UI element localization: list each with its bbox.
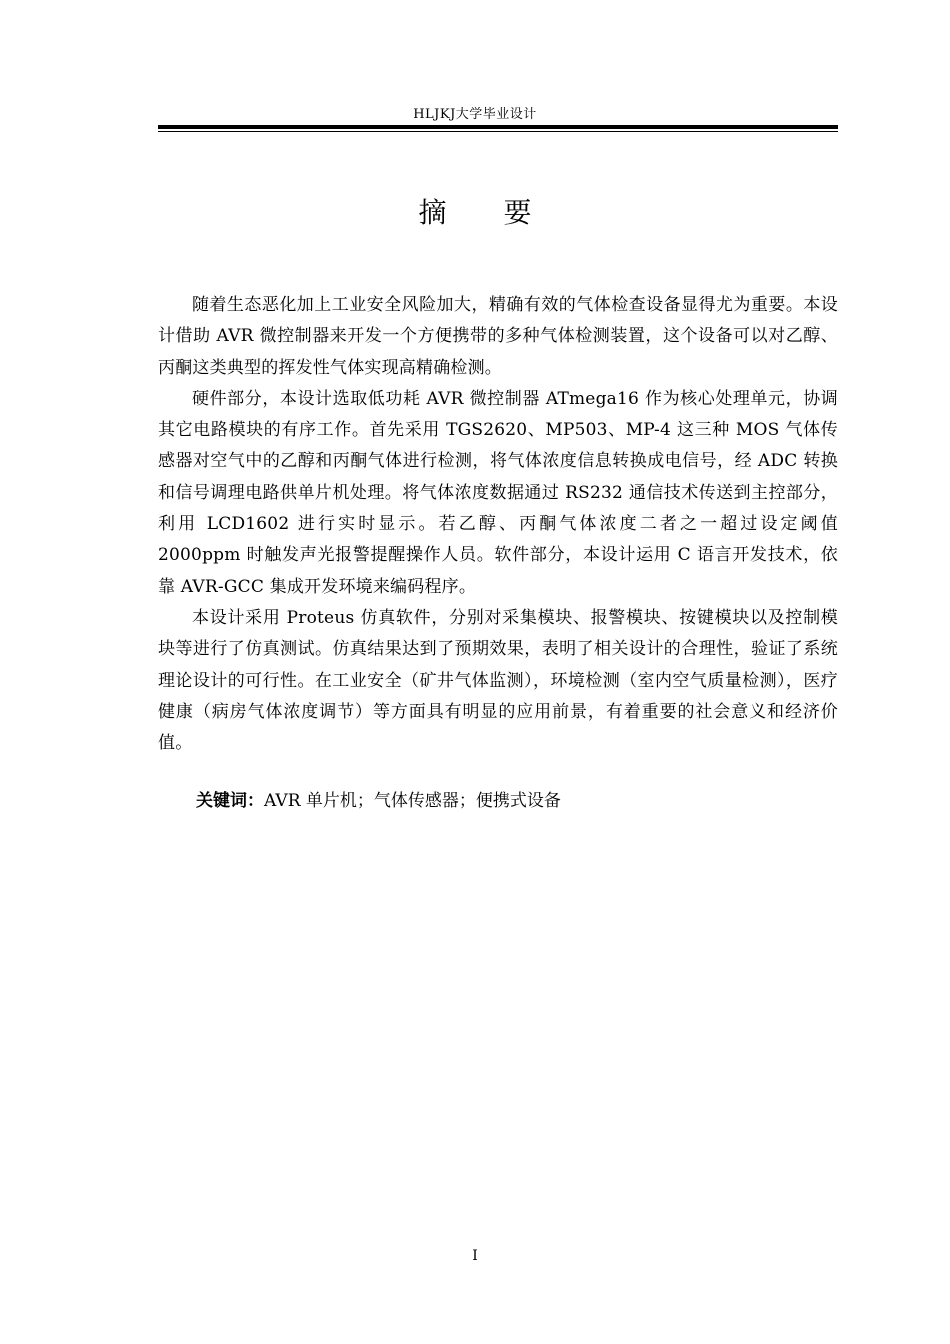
abstract-paragraph-2: 硬件部分，本设计选取低功耗 AVR 微控制器 ATmega16 作为核心处理单元，协调其它电路模块的有序工作。首先采用 TGS2620、MP503、MP-4 这三种 MOS 气体传感器对空气中的乙醇和丙酮气体进行检测，将气体浓度信息转换成电信号，经 ADC 转换和信号调理电路供单片机处理。将气体浓度数据通过 RS232 通信技术传送到主控部分，利用 LCD1602 进行实时显示。若乙醇、丙酮气体浓度二者之一超过设定阈值 2000ppm 时触发声光报警提醒操作人员。软件部分，本设计运用 C 语言开发技术，依靠 AVR-GCC 集成开发环境来编码程序。 <box>158 388 838 597</box>
header-rule-thick <box>158 125 838 129</box>
abstract-title: 摘 要 <box>418 196 556 229</box>
keywords-line <box>196 786 836 817</box>
keywords-label: 关键词： <box>196 791 264 811</box>
running-header: HLJKJ大学毕业设计 <box>413 107 537 122</box>
header-rule-thin <box>158 131 838 132</box>
page-number: I <box>472 1248 478 1264</box>
abstract-paragraph-1: 随着生态恶化加上工业安全风险加大，精确有效的气体检查设备显得尤为重要。本设计借助 AVR 微控制器来开发一个方便携带的多种气体检测装置，这个设备可以对乙醇、丙酮这类典型的挥发性气体实现高精确检测。 <box>158 295 838 378</box>
abstract-body <box>158 290 838 759</box>
abstract-paragraph-3: 本设计采用 Proteus 仿真软件，分别对采集模块、报警模块、按键模块以及控制模块等进行了仿真测试。仿真结果达到了预期效果，表明了相关设计的合理性，验证了系统理论设计的可行性。在工业安全（矿井气体监测），环境检测（室内空气质量检测），医疗健康（病房气体浓度调节）等方面具有明显的应用前景，有着重要的社会意义和经济价值。 <box>158 607 838 754</box>
keywords-text: AVR 单片机；气体传感器；便携式设备 <box>264 791 561 811</box>
